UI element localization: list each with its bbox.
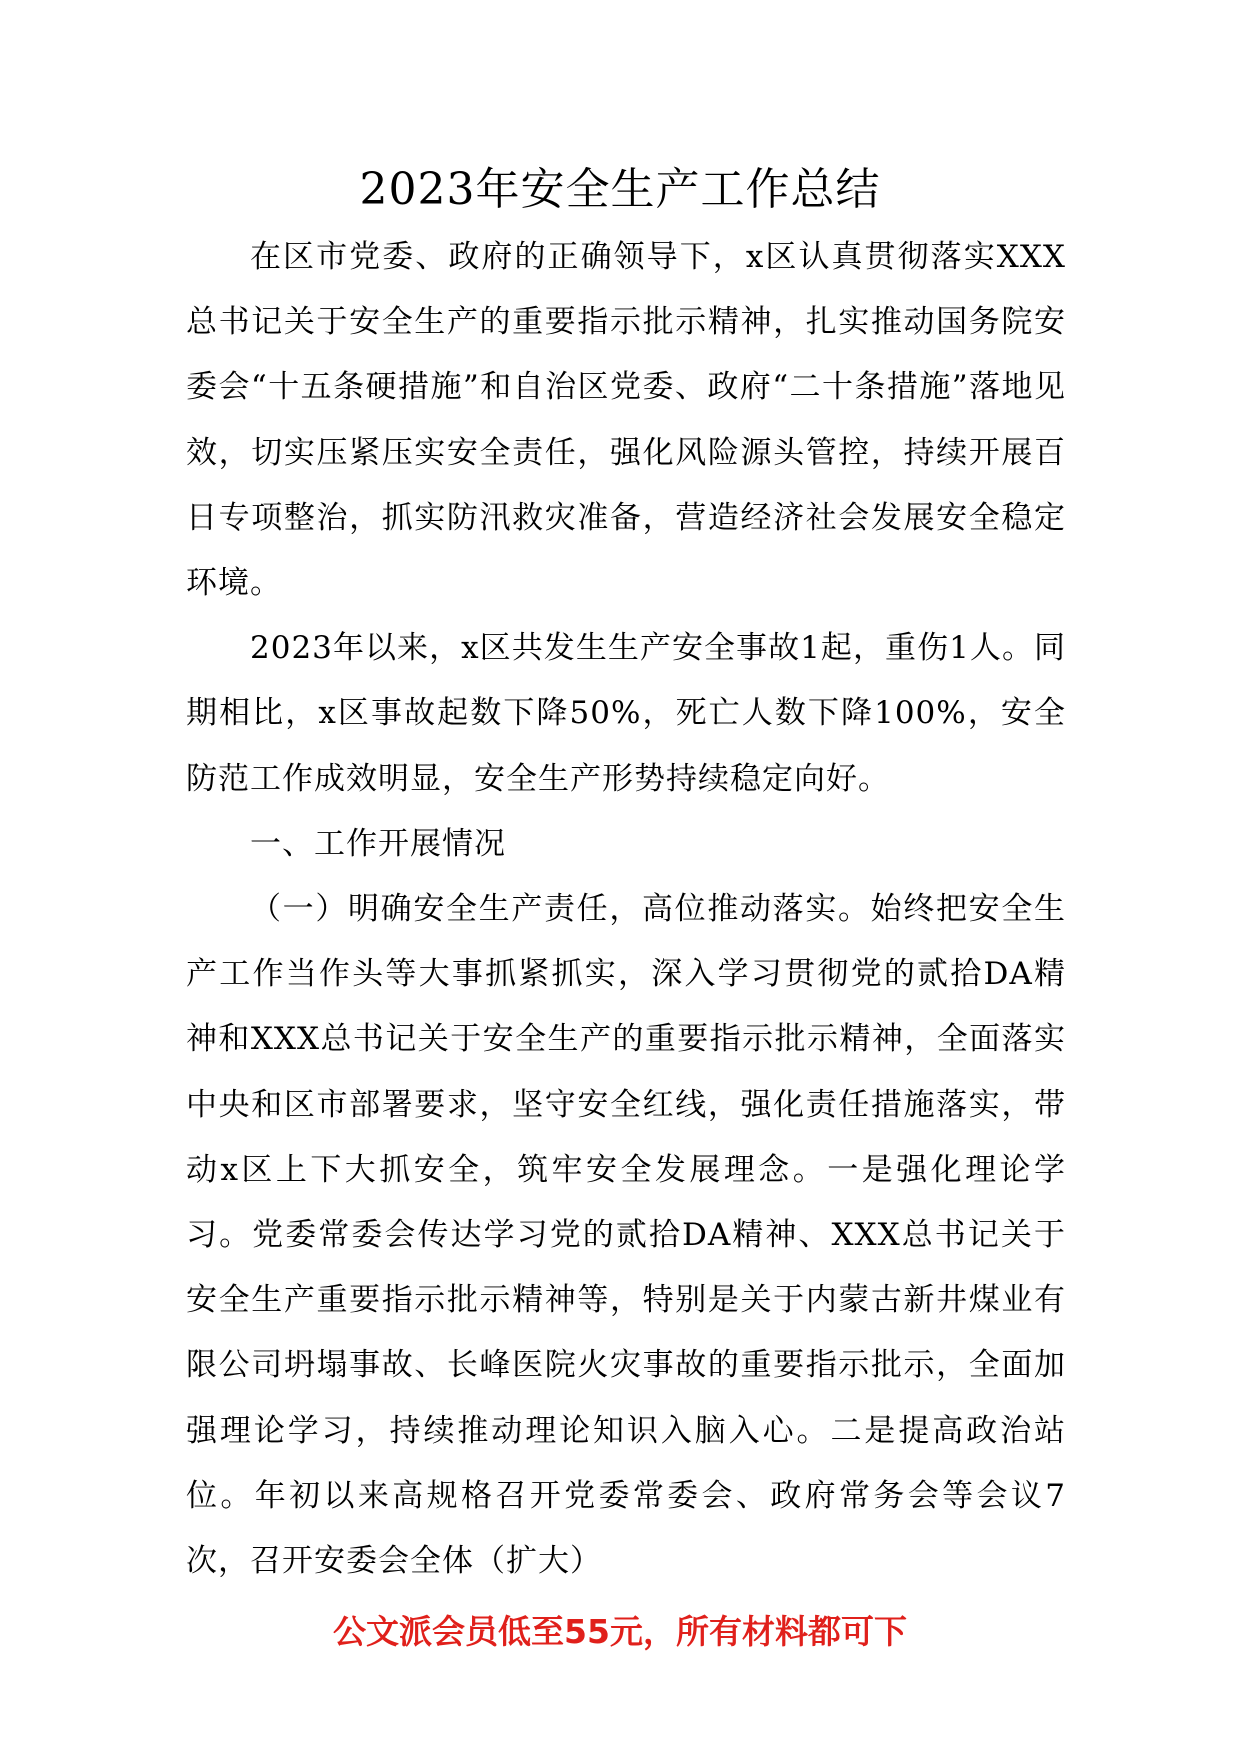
section-heading: 一、工作开展情况 xyxy=(250,825,506,862)
body-paragraph-intro: 在区市党委、政府的正确领导下，x区认真贯彻落实XXX总书记关于安全生产的重要指示批示精神，扎实推动国务院安委会“十五条硬措施”和自治区党委、政府“二十条措施”落地见效，切实压紧压实安全责任，强化风险源头管控，持续开展百日专项整治，抓实防汛救灾准备，营造经济社会发展安全稳定环境。 xyxy=(186,239,1066,602)
document-title: 2023年安全生产工作总结 xyxy=(359,164,881,215)
body-paragraph-statistics: 2023年以来，x区共发生生产安全事故1起，重伤1人。同期相比，x区事故起数下降50%，死亡人数下降100%，安全防范工作成效明显，安全生产形势持续稳定向好。 xyxy=(186,630,1066,797)
document-body xyxy=(186,225,1066,1594)
body-paragraph-responsibility: （一）明确安全生产责任，高位推动落实。始终把安全生产工作当作头等大事抓紧抓实，深入学习贯彻党的贰拾DA精神和XXX总书记关于安全生产的重要指示批示精神，全面落实中央和区市部署要求，坚守安全红线，强化责任措施落实，带动x区上下大抓安全，筑牢安全发展理念。一是强化理论学习。党委常委会传达学习党的贰拾DA精神、XXX总书记关于安全生产重要指示批示精神等，特别是关于内蒙古新井煤业有限公司坍塌事故、长峰医院火灾事故的重要指示批示，全面加强理论学习，持续推动理论知识入脑入心。二是提高政治站位。年初以来高规格召开党委常委会、政府常务会等会议7次，召开安委会全体（扩大） xyxy=(186,891,1066,1580)
footer-advertisement: 公文派会员低至55元，所有材料都可下 xyxy=(333,1612,907,1651)
